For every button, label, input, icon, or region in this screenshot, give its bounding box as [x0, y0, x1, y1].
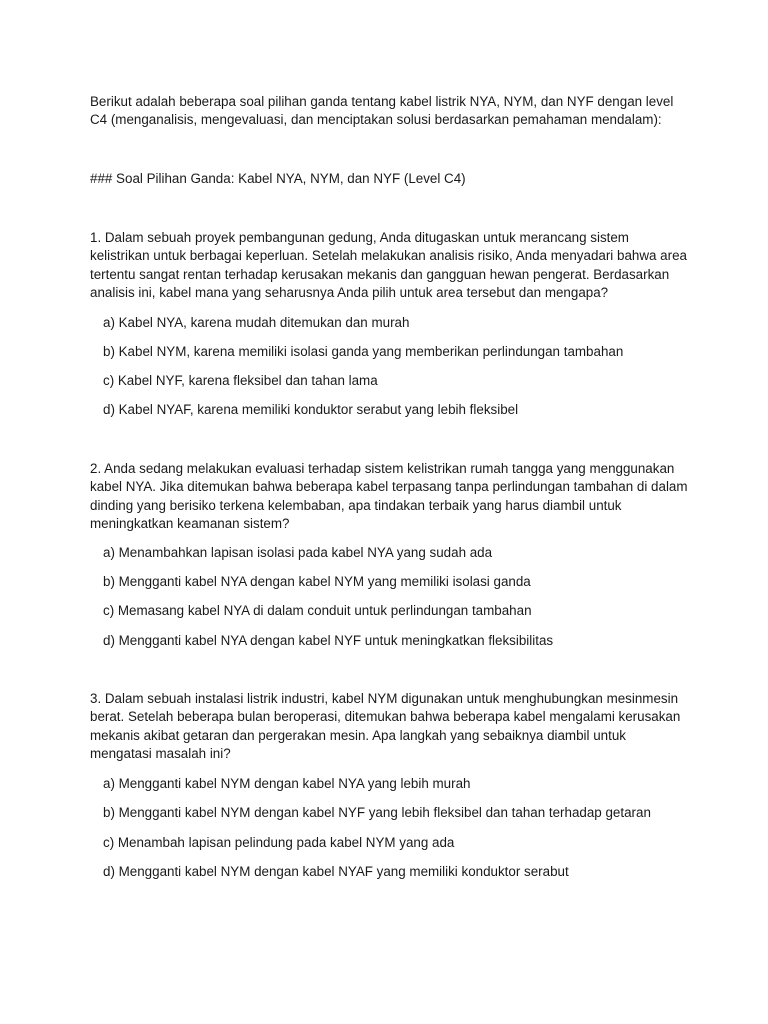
question-3-option-d: d) Mengganti kabel NYM dengan kabel NYAF yang memiliki konduktor serabut	[103, 864, 569, 879]
question-3-option-b: b) Mengganti kabel NYM dengan kabel NYF yang lebih fleksibel dan tahan terhadap getaran	[103, 805, 651, 820]
question-2-option-d: d) Mengganti kabel NYA dengan kabel NYF untuk meningkatkan fleksibilitas	[103, 633, 554, 648]
question-1-text: 1. Dalam sebuah proyek pembangunan gedung, Anda ditugaskan untuk merancang sistem kelistrikan untuk berbagai keperluan. Setelah melakukan analisis risiko, Anda menyadari bahwa area tertentu sangat rentan terhadap kerusakan mekanis dan gangguan hewan pengerat. Berdasarkan analisis ini, kabel mana yang seharusnya Anda pilih untuk area tersebut dan mengapa?	[90, 230, 687, 301]
section-heading: ### Soal Pilihan Ganda: Kabel NYA, NYM, dan NYF (Level C4)	[90, 171, 466, 186]
intro-paragraph: Berikut adalah beberapa soal pilihan ganda tentang kabel listrik NYA, NYM, dan NYF dengan level C4 (menganalisis, mengevaluasi, dan menciptakan solusi berdasarkan pemahaman mendalam):	[90, 94, 674, 128]
question-2-text: 2. Anda sedang melakukan evaluasi terhadap sistem kelistrikan rumah tangga yang menggunakan kabel NYA. Jika ditemukan bahwa beberapa kabel terpasang tanpa perlindungan tambahan di dalam dinding yang berisiko terkena kelembaban, apa tindakan terbaik yang harus diambil untuk meningkatkan keamanan sistem?	[90, 461, 688, 532]
question-2-option-a: a) Menambahkan lapisan isolasi pada kabel NYA yang sudah ada	[103, 545, 493, 560]
question-1-option-a: a) Kabel NYA, karena mudah ditemukan dan murah	[103, 315, 410, 330]
question-2-option-b: b) Mengganti kabel NYA dengan kabel NYM yang memiliki isolasi ganda	[103, 574, 531, 589]
question-3-option-a: a) Mengganti kabel NYM dengan kabel NYA yang lebih murah	[103, 776, 471, 791]
question-1-option-d: d) Kabel NYAF, karena memiliki konduktor serabut yang lebih fleksibel	[103, 402, 519, 417]
question-3-option-c: c) Menambah lapisan pelindung pada kabel NYM yang ada	[103, 835, 455, 850]
question-1-option-b: b) Kabel NYM, karena memiliki isolasi ganda yang memberikan perlindungan tambahan	[103, 344, 624, 359]
question-1-option-c: c) Kabel NYF, karena fleksibel dan tahan lama	[103, 373, 378, 388]
question-2-option-c: c) Memasang kabel NYA di dalam conduit untuk perlindungan tambahan	[103, 603, 532, 618]
question-3-text: 3. Dalam sebuah instalasi listrik industri, kabel NYM digunakan untuk menghubungkan mesinmesin berat. Setelah beberapa bulan beroperasi, ditemukan bahwa beberapa kabel mengalami kerusakan mekanis akibat getaran dan pergerakan mesin. Apa langkah yang sebaiknya diambil untuk mengatasi masalah ini?	[90, 691, 681, 762]
